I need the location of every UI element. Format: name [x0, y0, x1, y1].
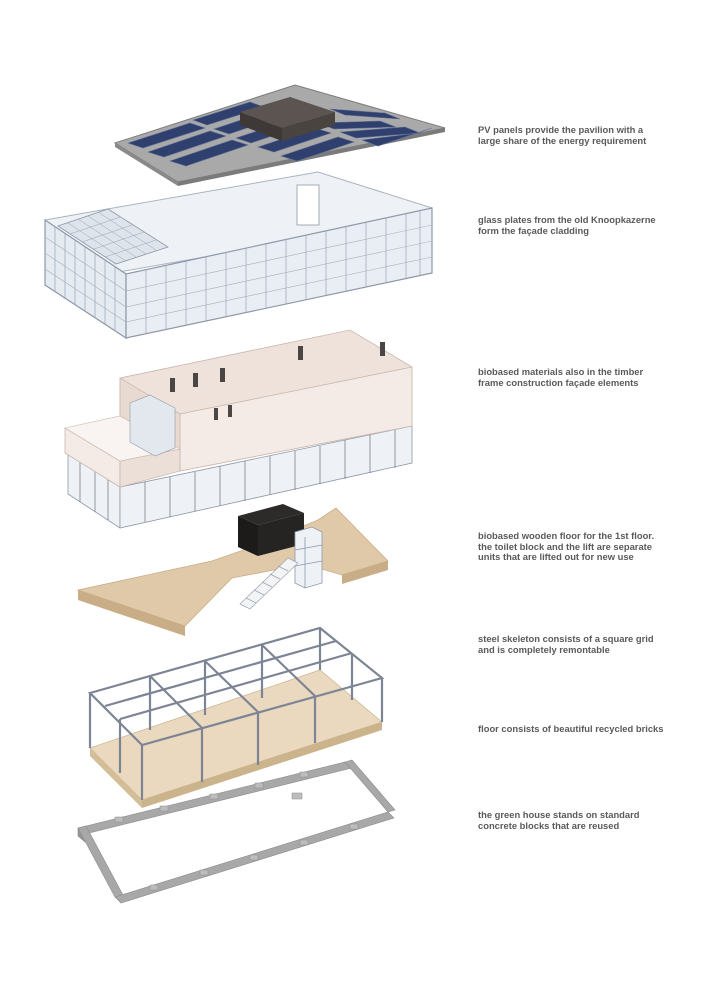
- window: [193, 373, 198, 387]
- lift-shaft: [295, 527, 322, 588]
- window: [228, 405, 232, 417]
- window: [214, 408, 218, 420]
- block-row-left: [78, 826, 123, 897]
- caption-biobased-facade: biobased materials also in the timber frame construction façade elements: [478, 366, 644, 388]
- glass-facade-layer: [45, 172, 432, 338]
- window: [170, 378, 175, 392]
- window: [298, 346, 303, 360]
- window: [380, 342, 385, 356]
- caption-concrete-blocks: the green house stands on standard concrete blocks that are reused: [478, 809, 640, 831]
- caption-brick-floor: floor consists of beautiful recycled bricks: [478, 723, 664, 734]
- pv-roof-layer: [115, 85, 445, 186]
- caption-glass-plates: glass plates from the old Knoopkazerne form the façade cladding: [478, 214, 656, 236]
- glass-door-opening: [297, 185, 319, 225]
- timber-facade-layer: [65, 330, 412, 528]
- caption-wooden-floor: biobased wooden floor for the 1st floor. the toilet block and the lift are separate units that are lifted out for new use: [478, 530, 655, 563]
- steel-skeleton-layer: [90, 628, 382, 808]
- block-row-right: [345, 760, 395, 812]
- caption-steel-skeleton: steel skeleton consists of a square grid and is completely remontable: [478, 633, 654, 655]
- window: [220, 368, 225, 382]
- caption-pv-panels: PV panels provide the pavilion with a large share of the energy requirement: [478, 124, 647, 146]
